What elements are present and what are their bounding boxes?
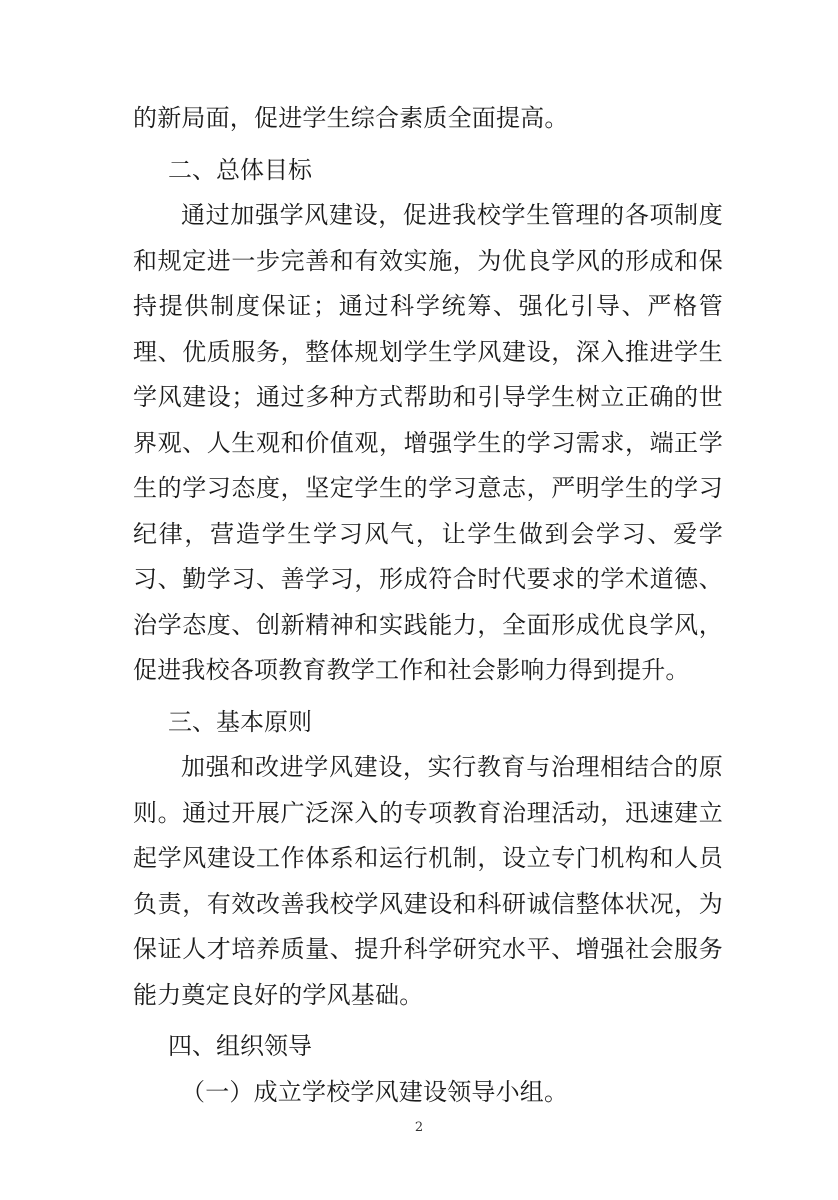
section-heading-overall-goal: 二、总体目标	[168, 155, 312, 184]
basic-principles-paragraph: 加强和改进学风建设，实行教育与治理相结合的原则。通过开展广泛深入的专项教育治理活动，迅速建立起学风建设工作体系和运行机制，设立专门机构和人员负责，有效改善我校学风建设和科研诚信整体状况，为保证人才培养质量、提升科学研究水平、增强社会服务能力奠定良好的学风基础。	[133, 753, 723, 1009]
document-body	[133, 96, 723, 1115]
section-heading-basic-principles: 三、基本原则	[168, 707, 312, 736]
lead-paragraph: 的新局面，促进学生综合素质全面提高。	[133, 104, 569, 132]
organization-paragraph: （一）成立学校学风建设领导小组。	[181, 1077, 569, 1106]
section-heading-organization: 四、组织领导	[168, 1032, 312, 1060]
overall-goal-paragraph: 通过加强学风建设，促进我校学生管理的各项制度和规定进一步完善和有效实施，为优良学风的形成和保持提供制度保证；通过科学统筹、强化引导、严格管理、优质服务，整体规划学生学风建设，深入推进学生学风建设；通过多种方式帮助和引导学生树立正确的世界观、人生观和价值观，增强学生的学习需求，端正学生的学习态度，坚定学生的学习意志，严明学生的学习纪律，营造学生学习风气，让学生做到会学习、爱学习、勤学习、善学习，形成符合时代要求的学术道德、治学态度、创新精神和实践能力，全面形成优良学风，促进我校各项教育教学工作和社会影响力得到提升。	[133, 201, 723, 684]
page-number: 2	[414, 1120, 424, 1135]
